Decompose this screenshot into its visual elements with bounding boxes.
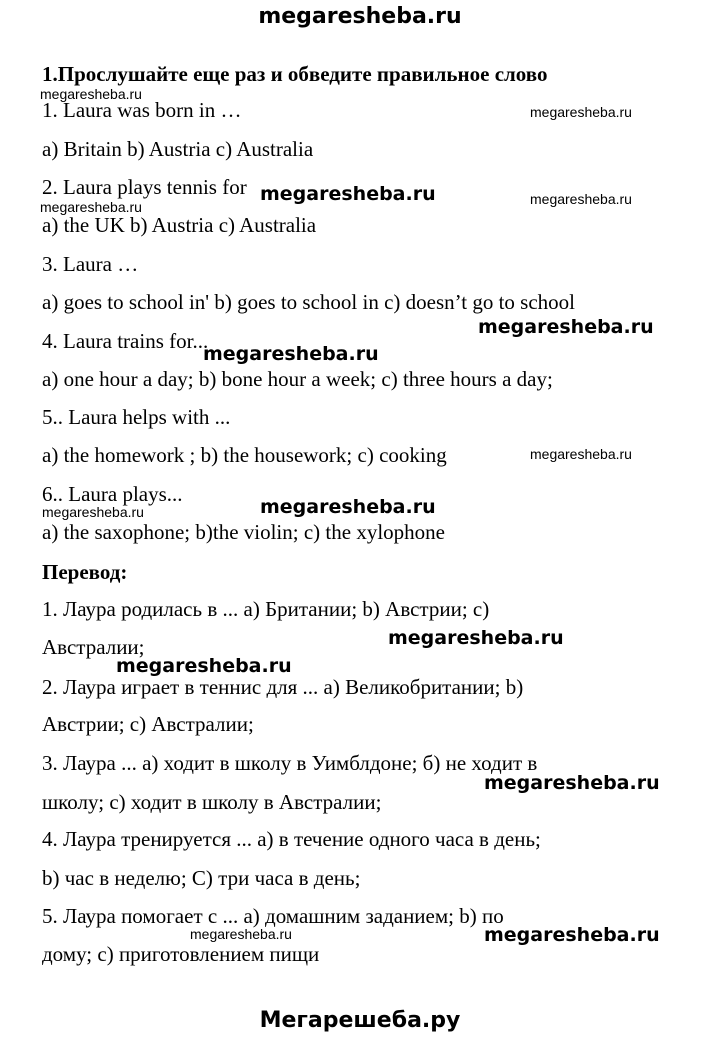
watermark: megaresheba.ru — [530, 446, 632, 462]
watermark: megaresheba.ru — [40, 199, 142, 215]
watermark: megaresheba.ru — [388, 627, 564, 649]
watermark: megaresheba.ru — [530, 104, 632, 120]
question-4: 4. Laura trains for... — [42, 329, 209, 353]
watermark: megaresheba.ru — [260, 496, 436, 518]
question-5: 5.. Laura helps with ... — [42, 405, 231, 429]
watermark: megaresheba.ru — [530, 191, 632, 207]
translation-line: дому; c) приготовлением пищи — [42, 942, 320, 966]
site-header[interactable]: megaresheba.ru — [258, 4, 462, 29]
answer-3: a) goes to school in' b) goes to school in c) doesn’t go to school — [42, 290, 575, 314]
watermark: megaresheba.ru — [42, 504, 144, 520]
watermark: megaresheba.ru — [484, 772, 660, 794]
watermark: megaresheba.ru — [40, 86, 142, 102]
question-6: 6.. Laura plays... — [42, 482, 183, 506]
question-3: 3. Laura … — [42, 252, 139, 276]
question-2: 2. Laura plays tennis for — [42, 175, 247, 199]
translation-line: b) час в неделю; C) три часа в день; — [42, 866, 361, 890]
translation-line: 4. Лаура тренируется ... a) в течение одного часа в день; — [42, 827, 541, 851]
site-footer[interactable]: Мегарешеба.ру — [259, 1008, 461, 1033]
translation-line: 1. Лаура родилась в ... а) Британии; b) Австрии; c) — [42, 597, 490, 621]
answer-1: a) Britain b) Austria c) Australia — [42, 137, 314, 161]
translation-line: школу; c) ходит в школу в Австралии; — [42, 790, 382, 814]
translation-line: 2. Лаура играет в теннис для ... а) Великобритании; b) — [42, 675, 524, 699]
watermark: megaresheba.ru — [260, 183, 436, 205]
watermark: megaresheba.ru — [484, 924, 660, 946]
task-title: 1.Прослушайте еще раз и обведите правильное слово — [42, 62, 548, 86]
watermark: megaresheba.ru — [190, 926, 292, 942]
answer-2: a) the UK b) Austria c) Australia — [42, 213, 317, 237]
translation-line: Австралии; — [42, 635, 145, 659]
translation-line: 3. Лаура ... а) ходит в школу в Уимблдоне; б) не ходит в — [42, 751, 538, 775]
answer-5: a) the homework ; b) the housework; c) cooking — [42, 443, 447, 467]
watermark: megaresheba.ru — [478, 316, 654, 338]
translation-heading: Перевод: — [42, 560, 128, 584]
question-1: 1. Laura was born in … — [42, 98, 242, 122]
answer-6: a) the saxophone; b)the violin; c) the xylophone — [42, 520, 445, 544]
translation-line: 5. Лаура помогает с ... a) домашним заданием; b) по — [42, 904, 504, 928]
watermark: megaresheba.ru — [203, 343, 379, 365]
answer-4: a) one hour a day; b) bone hour a week; c) three hours a day; — [42, 367, 553, 391]
translation-line: Австрии; c) Австралии; — [42, 712, 254, 736]
watermark: megaresheba.ru — [116, 655, 292, 677]
